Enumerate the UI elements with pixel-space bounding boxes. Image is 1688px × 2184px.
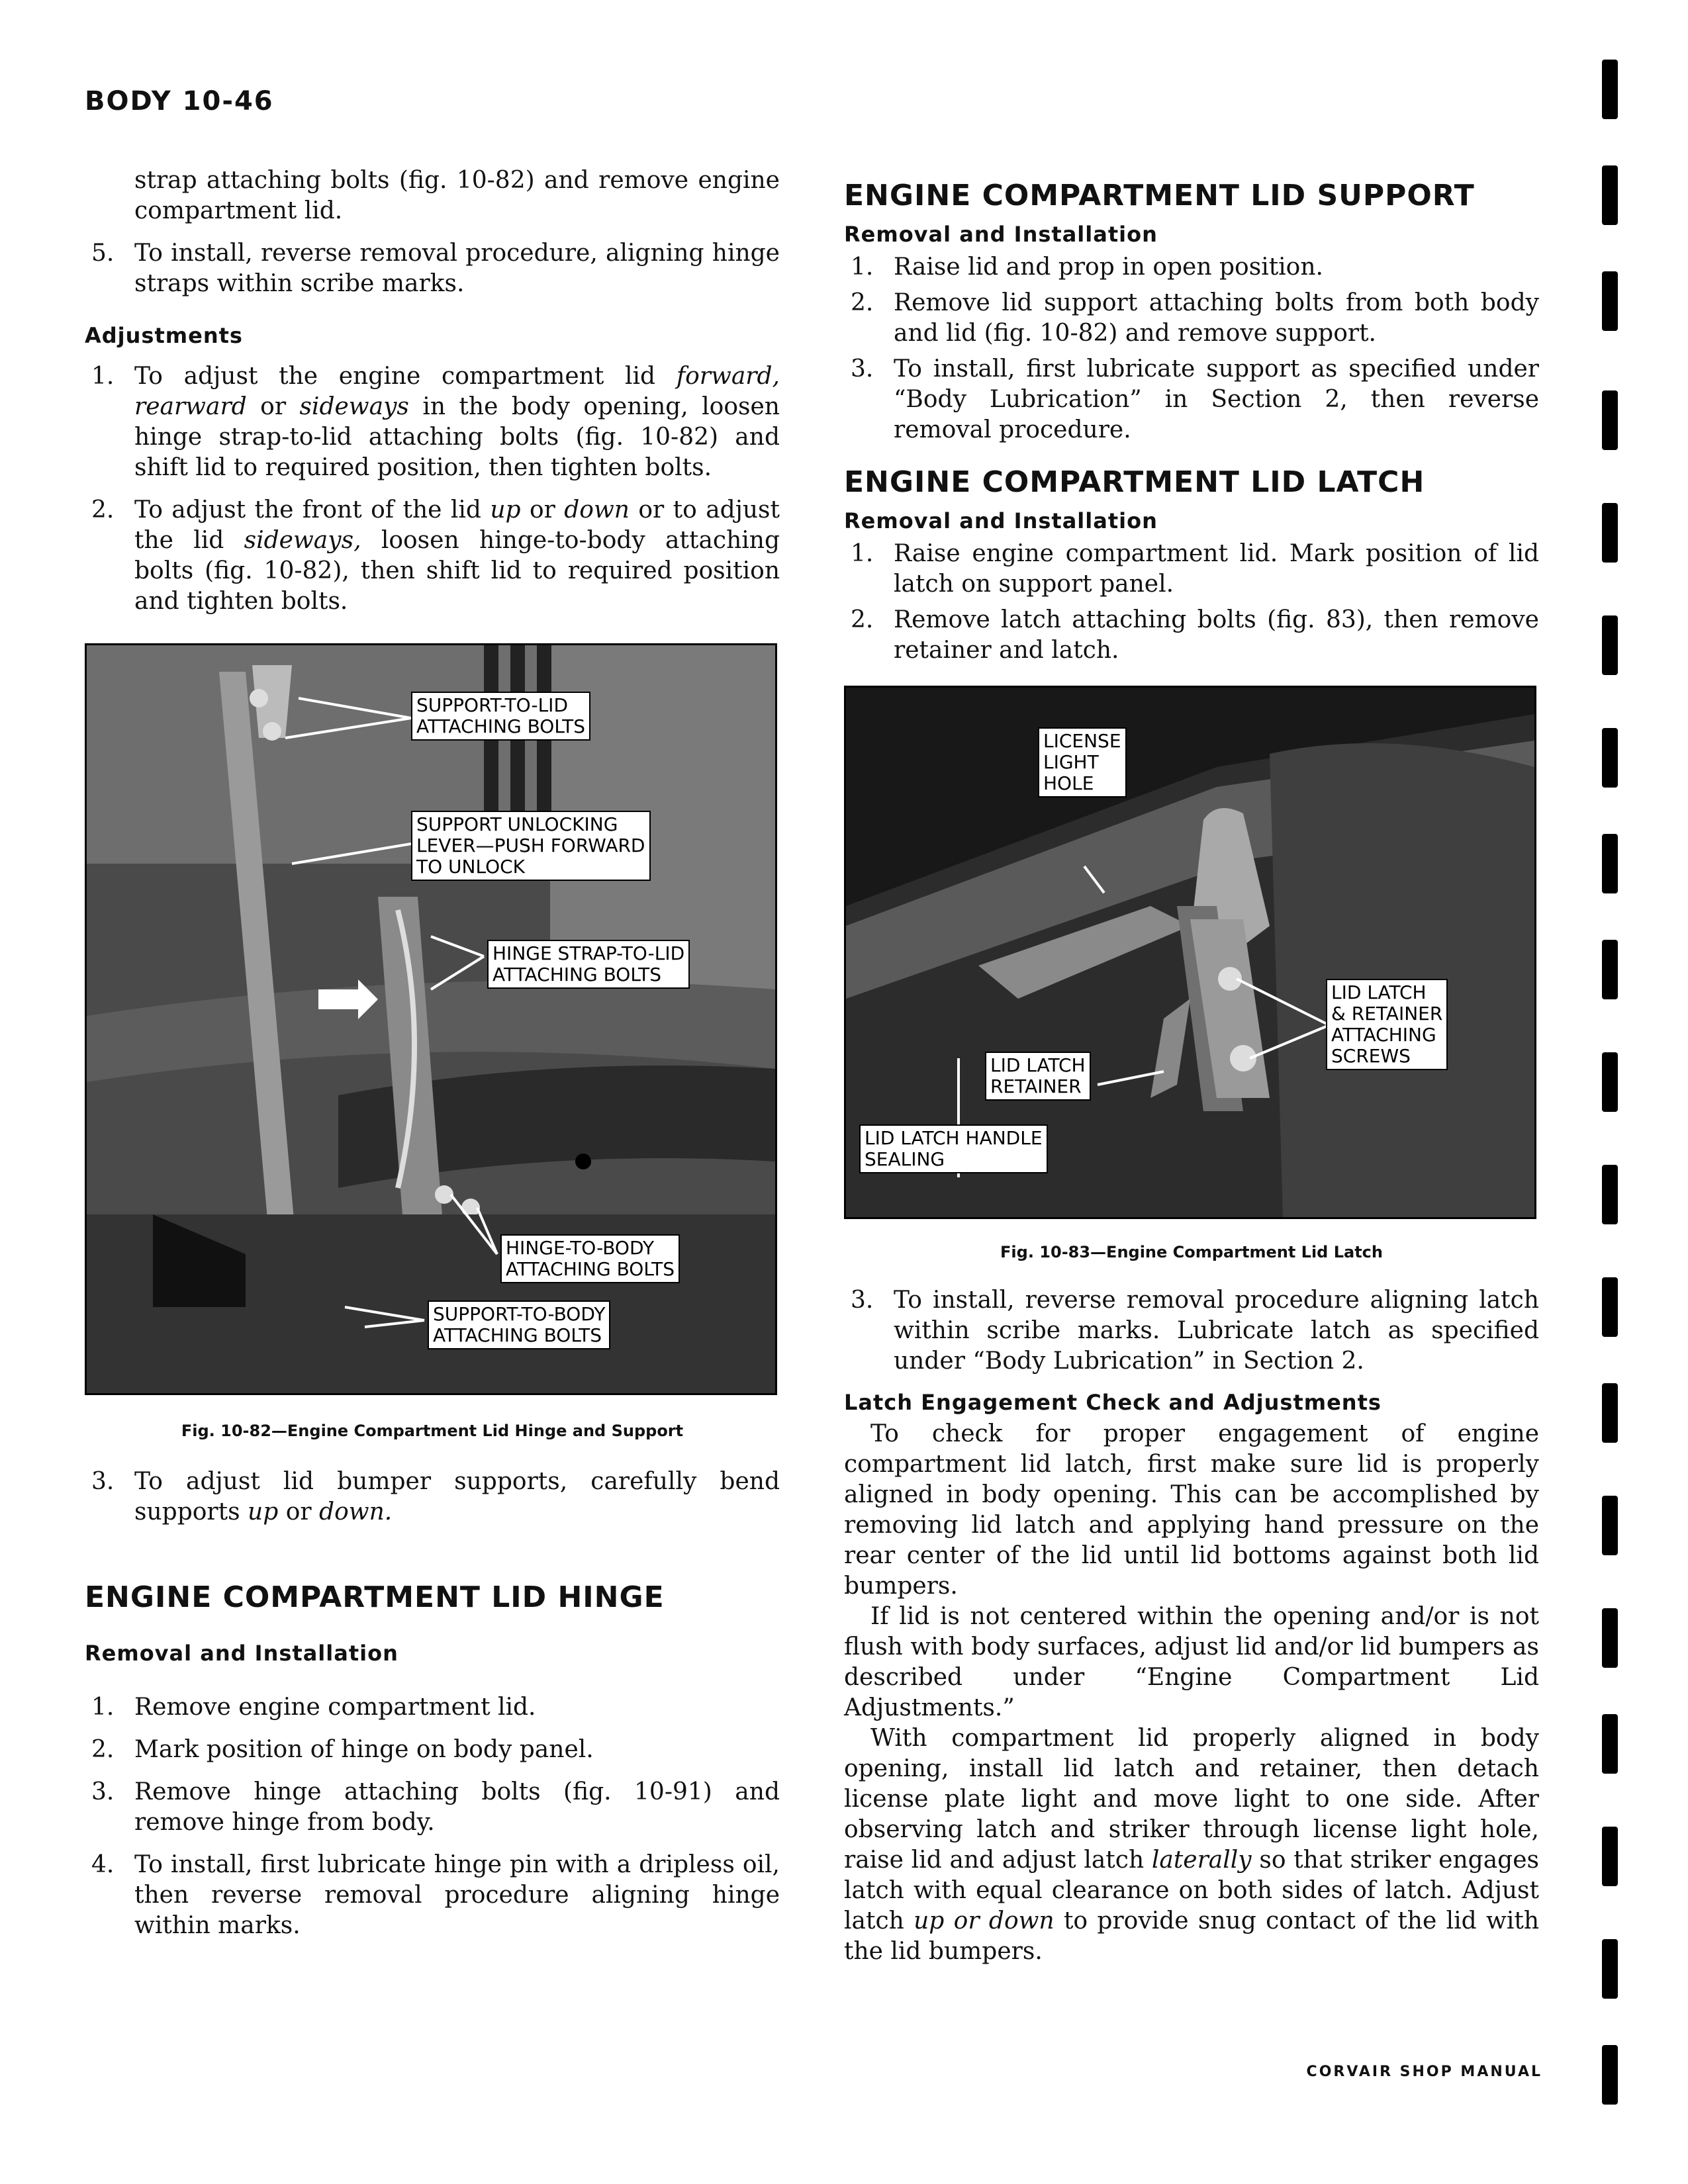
check-paragraph-3 [844,1723,1539,1967]
paragraph-emphasis: laterally [1151,1846,1252,1874]
support-section-heading: ENGINE COMPARTMENT LID SUPPORT [844,179,1475,212]
step-number: 1. [851,540,874,567]
registration-mark [1602,834,1618,893]
page-header: BODY 10-46 [85,86,274,116]
page-footer: CORVAIR SHOP MANUAL [1306,2064,1542,2080]
step-emphasis: down. [319,1498,393,1525]
step-text: Raise engine compartment lid. Mark position of lid latch on support panel. [894,540,1539,598]
latch-section-heading: ENGINE COMPARTMENT LID LATCH [844,465,1425,499]
callout-hinge-to-body: HINGE-TO-BODY ATTACHING BOLTS [500,1234,680,1283]
registration-mark [1602,503,1618,563]
step-emphasis: down [564,496,630,523]
step-number: 3. [91,1778,115,1805]
figure-10-83-photo [844,686,1536,1219]
callout-license-light-hole: LICENSE LIGHT HOLE [1038,727,1127,797]
callout-latch-screws: LID LATCH & RETAINER ATTACHING SCREWS [1326,979,1448,1070]
step-text: or [278,1498,320,1525]
step-text: To install, reverse removal procedure, aligning hinge straps within scribe marks. [134,240,780,297]
latch-check-heading: Latch Engagement Check and Adjustments [844,1390,1382,1415]
step-text: To install, reverse removal procedure aligning latch within scribe marks. Lubricate latch as specified under “Body Lubrication” in Section 2. [894,1287,1539,1375]
step-text: Raise lid and prop in open position. [894,253,1323,281]
step-5 [85,238,780,299]
step-number: 2. [851,289,874,316]
step-emphasis: up [248,1498,279,1525]
paragraph-emphasis: up or down [914,1907,1055,1934]
latch-step [844,605,1539,666]
support-subheading: Removal and Installation [844,222,1158,247]
step-text: To install, first lubricate hinge pin with a dripless oil, then reverse removal procedure aligning hinge within marks. [134,1851,780,1939]
step-number: 2. [851,606,874,633]
figure-10-82-caption: Fig. 10-82—Engine Compartment Lid Hinge and Support [181,1422,684,1440]
latch-step-3 [844,1285,1539,1377]
adjustments-heading: Adjustments [85,323,243,348]
callout-support-to-body: SUPPORT-TO-BODY ATTACHING BOLTS [428,1300,610,1349]
registration-mark [1602,1383,1618,1443]
hinge-step [85,1777,780,1838]
step-number: 5. [91,240,115,267]
registration-mark [1602,728,1618,788]
figure-10-83-caption: Fig. 10-83—Engine Compartment Lid Latch [1000,1243,1383,1261]
step-emphasis: forward, rearward [134,363,780,420]
adjustment-step-2 [85,495,780,617]
check-paragraph-2: If lid is not centered within the opening and/or is not flush with body surfaces, adjust lid and/or lid bumpers as described under “Engine Compartment Lid Adjustments.” [844,1603,1539,1721]
adjustment-step-1 [85,361,780,483]
adjustment-step-3 [85,1467,780,1527]
hinge-step [85,1850,780,1941]
step-emphasis: sideways, [244,527,361,554]
step-text: To adjust the engine compartment lid [134,363,677,390]
step-number: 3. [851,355,874,383]
registration-mark [1602,1165,1618,1224]
step-text: Remove engine compartment lid. [134,1694,536,1721]
step-number: 1. [851,253,874,281]
step-number: 3. [851,1287,874,1314]
support-step [844,252,1539,283]
left-column [85,165,780,1953]
registration-mark [1602,615,1618,675]
registration-mark [1602,1277,1618,1337]
hinge-subheading: Removal and Installation [85,1641,399,1666]
paragraph-text: to provide snug contact of the lid with the lid bumpers. [844,1907,1540,1965]
step-text: To install, first lubricate support as specified under “Body Lubrication” in Section 2, then reverse removal procedure. [894,355,1539,443]
registration-mark [1602,165,1618,225]
callout-handle-sealing: LID LATCH HANDLE SEALING [859,1124,1048,1173]
step-text: Mark position of hinge on body panel. [134,1736,594,1763]
hinge-step [85,1692,780,1723]
step-emphasis: up [490,496,521,523]
paragraph-text: so that striker engages latch with equal clearance on both sides of latch. Adjust latch [844,1846,1539,1934]
callout-unlocking-lever: SUPPORT UNLOCKING LEVER—PUSH FORWARD TO UNLOCK [411,811,651,881]
registration-mark [1602,1827,1618,1886]
step-number: 3. [91,1468,115,1495]
step-text: Remove hinge attaching bolts (fig. 10-91) and remove hinge from body. [134,1778,780,1836]
figure-10-82-photo [85,643,777,1395]
step-number: 1. [91,363,115,390]
callout-hinge-strap: HINGE STRAP-TO-LID ATTACHING BOLTS [487,940,690,989]
registration-mark [1602,1608,1618,1668]
step-text: loosen hinge-to-body attaching bolts (fig. 10-82), then shift lid to required position and tighten bolts. [134,527,780,615]
hinge-step [85,1735,780,1765]
step-number: 2. [91,496,115,523]
step-number: 1. [91,1694,115,1721]
step-text: or [520,496,565,523]
step-number: 4. [91,1851,115,1878]
support-step [844,354,1539,445]
step-text: or to adjust the lid [134,496,780,554]
latch-subheading: Removal and Installation [844,508,1158,533]
continued-paragraph: strap attaching bolts (fig. 10-82) and remove engine compartment lid. [134,167,780,224]
registration-mark [1602,1714,1618,1774]
registration-mark [1602,1939,1618,1999]
step-emphasis: sideways [299,393,409,420]
registration-mark [1602,2045,1618,2105]
callout-latch-retainer: LID LATCH RETAINER [985,1052,1091,1101]
right-column [844,165,1539,1967]
step-text: To adjust the front of the lid [134,496,491,523]
registration-mark [1602,271,1618,331]
registration-mark [1602,940,1618,999]
hinge-section-heading: ENGINE COMPARTMENT LID HINGE [85,1580,665,1614]
paragraph-text: With compartment lid properly aligned in body opening, install lid latch and retainer, then detach license plate light and move light to one side. After observing latch and striker through license light hole, raise lid and adjust latch [844,1725,1539,1874]
check-paragraph-1: To check for proper engagement of engine compartment lid latch, first make sure lid is properly aligned in body opening. This can be accomplished by removing lid latch and applying hand pressure on the rear center of the lid until lid bottoms against both lid bumpers. [844,1420,1539,1600]
step-text: Remove lid support attaching bolts from both body and lid (fig. 10-82) and remove support. [894,289,1539,347]
step-text: or [246,393,300,420]
step-number: 2. [91,1736,115,1763]
registration-mark [1602,390,1618,450]
support-step [844,288,1539,349]
step-text: in the body opening, loosen hinge strap-to-lid attaching bolts (fig. 10-82) and shift lid to required position, then tighten bolts. [134,393,780,481]
registration-mark [1602,60,1618,119]
registration-mark [1602,1052,1618,1112]
step-text: Remove latch attaching bolts (fig. 83), then remove retainer and latch. [894,606,1539,664]
latch-step [844,539,1539,600]
callout-support-to-lid: SUPPORT-TO-LID ATTACHING BOLTS [411,692,590,741]
step-text: To adjust lid bumper supports, carefully bend supports [134,1468,780,1525]
registration-mark [1602,1496,1618,1555]
